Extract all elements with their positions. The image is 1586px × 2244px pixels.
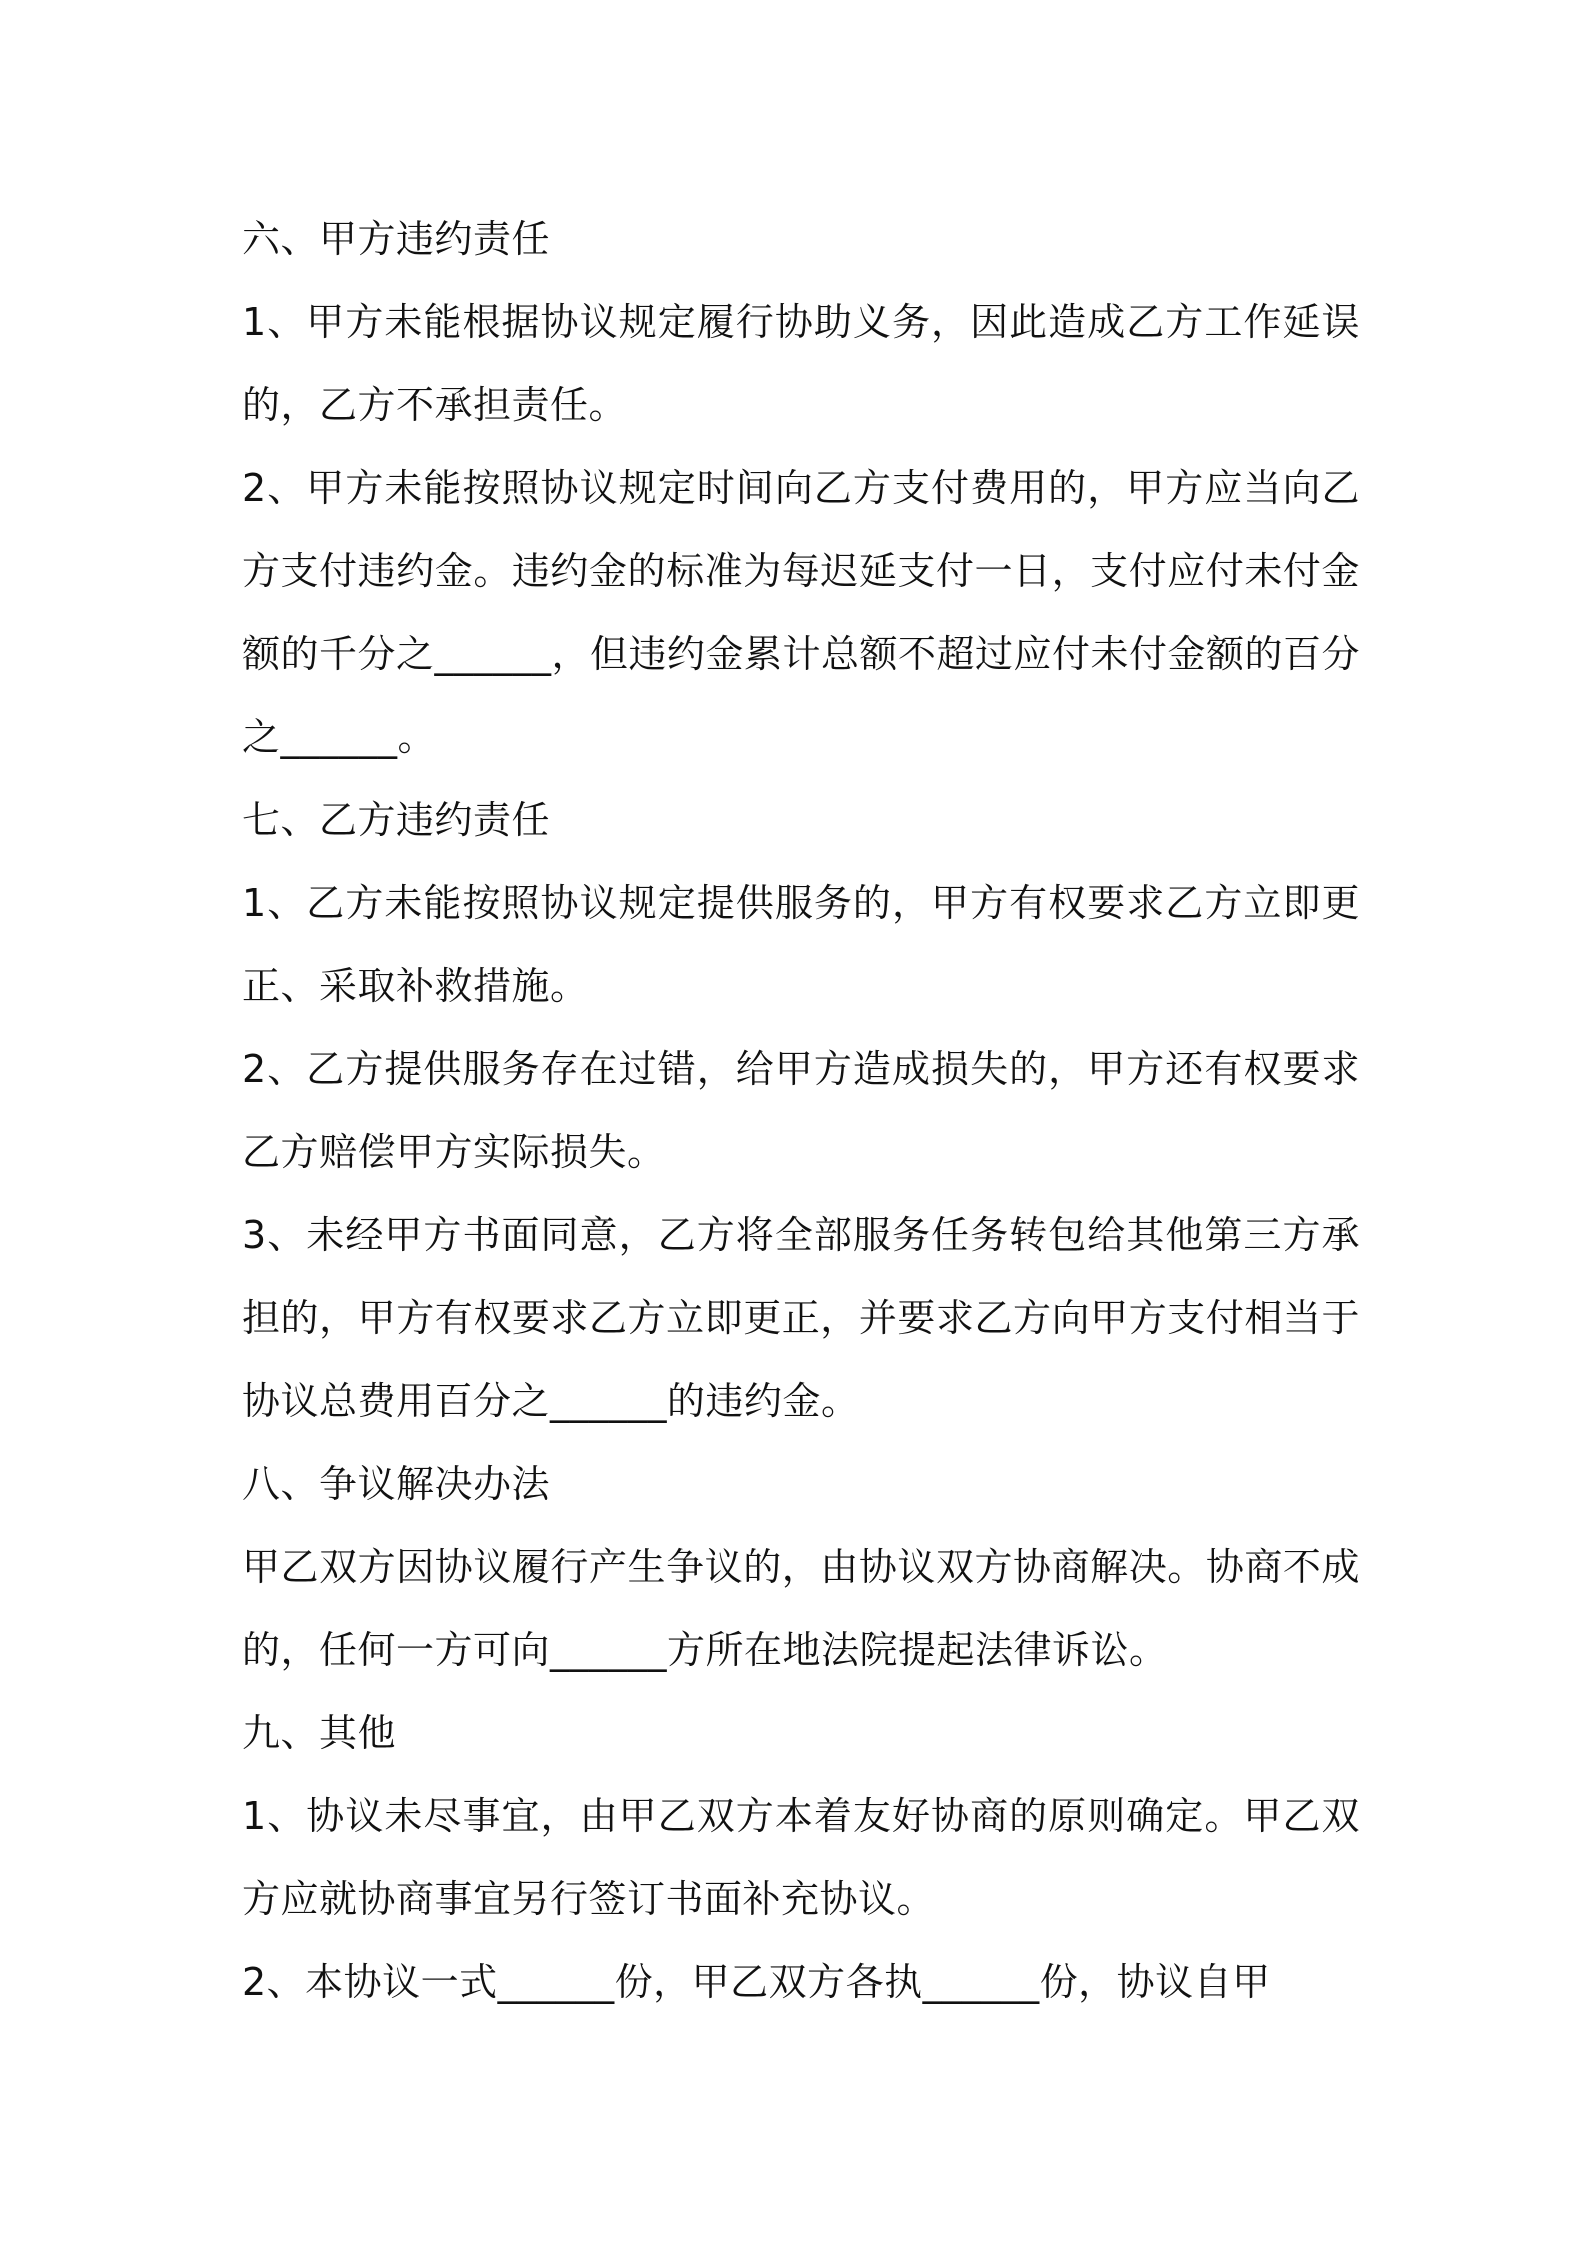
- section-6-item-2: 2、甲方未能按照协议规定时间向乙方支付费用的，甲方应当向乙方支付违约金。违约金的标准为每迟延支付一日，支付应付未付金额的千分之______，但违约金累计总额不超过应付未付金额的百分之______。: [242, 466, 1361, 759]
- section-8-body: 甲乙双方因协议履行产生争议的，由协议双方协商解决。协商不成的，任何一方可向______方所在地法院提起法律诉讼。: [242, 1545, 1360, 1672]
- section-7-heading: 七、乙方违约责任: [242, 798, 551, 842]
- section-6-item-1: 1、甲方未能根据协议规定履行协助义务，因此造成乙方工作延误的，乙方不承担责任。: [242, 300, 1360, 427]
- section-9-item-2: 2、本协议一式______份，甲乙双方各执______份，协议自甲: [242, 1960, 1271, 2004]
- section-7-item-2: 2、乙方提供服务存在过错，给甲方造成损失的，甲方还有权要求乙方赔偿甲方实际损失。: [242, 1047, 1360, 1174]
- section-7-item-1: 1、乙方未能按照协议规定提供服务的，甲方有权要求乙方立即更正、采取补救措施。: [242, 881, 1360, 1008]
- section-6-heading: 六、甲方违约责任: [242, 217, 551, 261]
- document-body: [242, 198, 1360, 2024]
- section-7-item-3: 3、未经甲方书面同意，乙方将全部服务任务转包给其他第三方承担的，甲方有权要求乙方立即更正，并要求乙方向甲方支付相当于协议总费用百分之______的违约金。: [242, 1213, 1360, 1423]
- section-9-heading: 九、其他: [242, 1711, 397, 1755]
- section-8-heading: 八、争议解决办法: [242, 1462, 551, 1506]
- section-9-item-1: 1、协议未尽事宜，由甲乙双方本着友好协商的原则确定。甲乙双方应就协商事宜另行签订书面补充协议。: [242, 1794, 1360, 1921]
